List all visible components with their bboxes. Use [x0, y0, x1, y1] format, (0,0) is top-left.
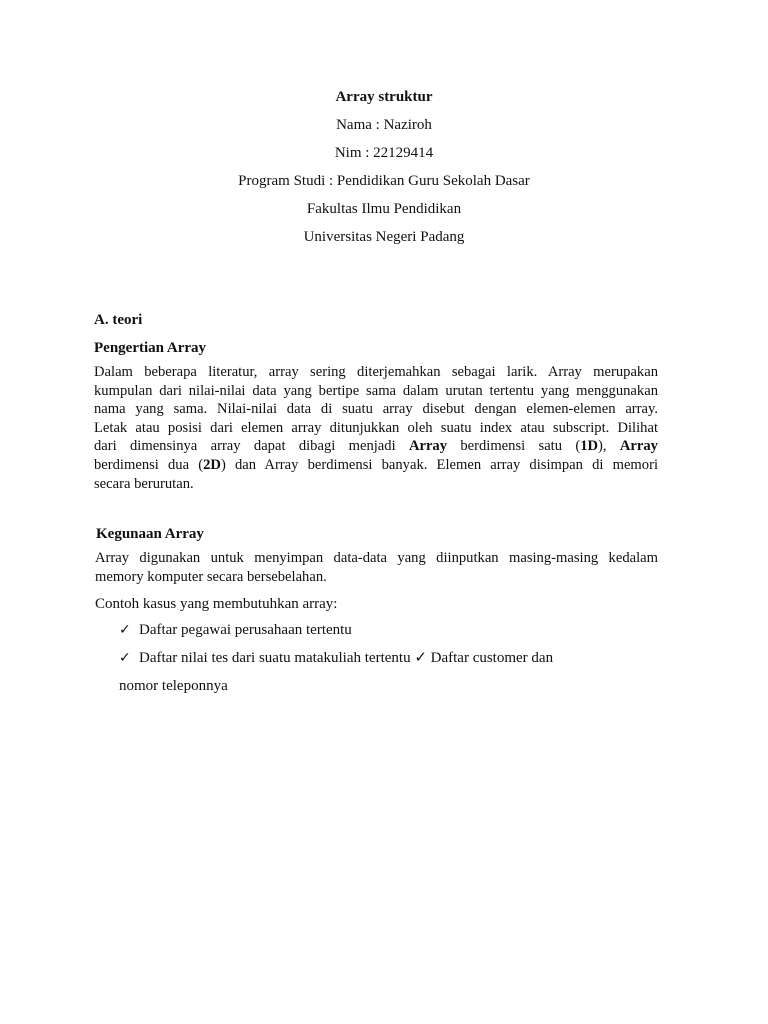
- author-name: Nama : Naziroh: [336, 117, 432, 133]
- paragraph-line: dari dimensinya array dapat dibagi menjadi Array berdimensi satu (1D), Array: [94, 438, 658, 455]
- paragraph-line: Letak atau posisi dari elemen array ditunjukkan oleh suatu index atau subscript. Dilihat: [94, 419, 658, 436]
- paragraph-line: kumpulan dari nilai-nilai data yang bertipe sama dalam urutan tertentu yang menggunakan: [94, 382, 658, 399]
- pengertian-heading: Pengertian Array: [94, 340, 207, 356]
- paragraph-line: nama yang sama. Nilai-nilai data di suatu array disebut dengan elemen-elemen array.: [94, 401, 658, 418]
- kegunaan-paragraph: [95, 549, 658, 586]
- paragraph-line: berdimensi dua (2D) dan Array berdimensi banyak. Elemen array disimpan di memori: [94, 456, 658, 473]
- study-program: Program Studi : Pendidikan Guru Sekolah Dasar: [238, 173, 530, 189]
- document-title: Array struktur: [335, 89, 433, 105]
- author-nim: Nim : 22129414: [334, 145, 434, 161]
- list-item: ✓ Daftar nilai tes dari suatu matakuliah tertentu ✓ Daftar customer dan: [119, 650, 554, 666]
- university: Universitas Negeri Padang: [303, 229, 465, 245]
- paragraph-line: Dalam beberapa literatur, array sering diterjemahkan sebagai larik. Array merupakan: [94, 364, 658, 380]
- section-a-heading: A. teori: [94, 312, 143, 328]
- list-item: ✓ Daftar pegawai perusahaan tertentu: [119, 622, 352, 638]
- paragraph-line: Array digunakan untuk menyimpan data-data yang diinputkan masing-masing kedalam: [95, 550, 658, 566]
- paragraph-line: secara berurutan.: [94, 475, 194, 492]
- kegunaan-heading: Kegunaan Array: [96, 526, 204, 542]
- faculty: Fakultas Ilmu Pendidikan: [306, 201, 462, 217]
- checkmark-icon: ✓: [119, 650, 131, 666]
- list-item-continuation: nomor teleponnya: [119, 678, 228, 694]
- paragraph-line: memory komputer secara bersebelahan.: [95, 568, 327, 585]
- examples-intro: Contoh kasus yang membutuhkan array:: [95, 596, 338, 612]
- checkmark-icon: ✓: [119, 622, 131, 638]
- pengertian-paragraph: [94, 363, 658, 493]
